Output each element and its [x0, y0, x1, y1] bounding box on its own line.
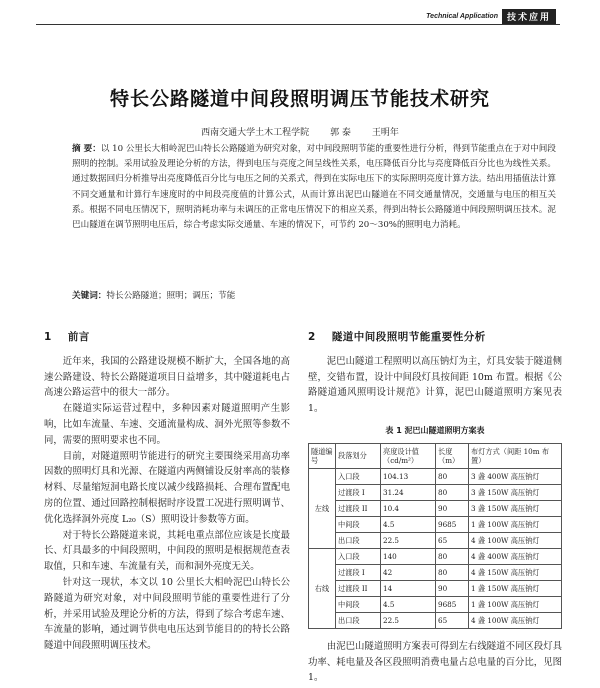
section-2-heading [308, 330, 562, 346]
table-row [309, 468, 562, 484]
table-cell: 90 [436, 580, 469, 596]
table-cell: 14 [381, 580, 436, 596]
paragraph: 目前，对隧道照明节能进行的研究主要围绕采用高功率因数的照明灯具和光源、在隧道内两侧铺设反射率高的装修材料、尽量缩短洞电路长度以减少线路损耗、合理布置配电房的位置、通过回路控制根据时序设置工况进行照明调节、优化选择洞外亮度 L₂₀（S）照明设计参数等方面。 [44, 450, 290, 525]
table-row [309, 500, 562, 516]
table-cell: 过渡段 I [336, 484, 381, 500]
table-row [309, 548, 562, 564]
table-cell: 22.5 [381, 612, 436, 628]
keywords-text: 特长公路隧道；照明；调压；节能 [106, 291, 236, 301]
section-1-title: 前言 [67, 331, 90, 343]
table-cell: 3 盏 150W 高压钠灯 [469, 484, 562, 500]
table-cell: 4 盏 100W 高压钠灯 [469, 612, 562, 628]
table-cell: 42 [381, 564, 436, 580]
table-cell: 4.5 [381, 516, 436, 532]
table-cell: 中间段 [336, 596, 381, 612]
table-cell: 3 盏 150W 高压钠灯 [469, 500, 562, 516]
table-row [309, 612, 562, 628]
journal-section-header [426, 9, 556, 24]
section-1-heading [44, 330, 290, 346]
author-2: 王明年 [371, 128, 399, 138]
table-row [309, 596, 562, 612]
paragraph: 由泥巴山隧道照明方案表可得到左右线隧道不同区段灯具功率、耗电量及各区段照明消费电量占总电量的百分比，见图 1。 [308, 640, 562, 684]
table-1-caption: 表 1 泥巴山隧道照明方案表 [385, 425, 485, 435]
abstract-text: 以 10 公里长大相岭泥巴山特长公路隧道为研究对象，对中间段照明节能的重要性进行分析，得到节能重点在于对中间段照明的控制。采用试验及理论分析的方法，得到电压与亮度之间呈线性关系，电压降低百分比与亮度降低百分比也为线性关系。通过数据回归分析推导出亮度降低百分比与电压之间的关系式，得到在实际电压下的实际照明亮度计算方法。结出用插值法计算不同交通量和计算行车速度时的中间段亮度值的计算公式，从而计算出泥巴山隧道在不同交通量情况，交通量与电压的相互关系。根据不同电压情况下，照明消耗功率与未调压的正常电压情况下的相应关系，得到出特长公路隧道中间段照明调压技术。泥巴山隧道在调节照明电压后，综合考虑实际交通量、车速的情况下，可节约 20～30%的照明电力消耗。 [72, 144, 556, 231]
table-cell: 80 [436, 548, 469, 564]
header-rule [36, 24, 560, 25]
table-cell: 过渡段 II [336, 580, 381, 596]
table-cell: 104.13 [381, 468, 436, 484]
keywords [72, 289, 556, 301]
lighting-scheme-table [308, 443, 562, 629]
table-cell: 22.5 [381, 532, 436, 548]
table-cell: 80 [436, 484, 469, 500]
table-cell: 140 [381, 548, 436, 564]
table-cell: 出口段 [336, 532, 381, 548]
header-cell: 段落划分 [336, 443, 381, 468]
table-row [309, 484, 562, 500]
table-header-row [309, 443, 562, 468]
table-cell: 中间段 [336, 516, 381, 532]
affiliation: 西南交通大学土木工程学院 [201, 128, 310, 138]
author-line [0, 125, 600, 138]
section-2-title: 隧道中间段照明节能重要性分析 [331, 331, 486, 343]
table-row [309, 532, 562, 548]
header-cell: 布灯方式（间距 10m 布置） [469, 443, 562, 468]
header-cell: 长度（m） [436, 443, 469, 468]
paragraph: 对于特长公路隧道来说，其耗电重点部位应该是长度最长、灯具最多的中间段照明，中间段的照明是根据规范查表取值，只和车速、车流量有关，而和洞外亮度无关。 [44, 529, 290, 573]
abstract [72, 142, 556, 233]
section-1-number: 1 [44, 331, 52, 343]
header-cell: 亮度设计值（cd/m²） [381, 443, 436, 468]
table-cell: 80 [436, 564, 469, 580]
table-cell: 65 [436, 532, 469, 548]
paragraph: 近年来，我国的公路建设规模不断扩大，全国各地的高速公路建设、特长公路隧道项目日益增多，其中隧道耗电占高速公路运营中的很大一部分。 [44, 355, 290, 399]
table-row [309, 516, 562, 532]
table-cell: 9685 [436, 596, 469, 612]
table-cell: 4 盏 100W 高压钠灯 [469, 532, 562, 548]
table-cell: 1 盏 100W 高压钠灯 [469, 596, 562, 612]
table-row [309, 580, 562, 596]
keywords-label: 关键词： [72, 291, 107, 301]
paragraph: 泥巴山隧道工程照明以高压钠灯为主，灯具安装于隧道侧壁，交错布置，设计中间段灯具按间距 10m 布置。根据《公路隧道通风照明设计规范》计算，泥巴山隧道照明方案见表 1。 [308, 355, 562, 415]
table-cell: 过渡段 I [336, 564, 381, 580]
table-cell: 4 盏 400W 高压钠灯 [469, 548, 562, 564]
header-cell: 隧道编号 [309, 443, 336, 468]
tunnel-side-left: 左线 [309, 468, 336, 548]
table-cell: 4 盏 150W 高压钠灯 [469, 564, 562, 580]
paper-title: 特长公路隧道中间段照明调压节能技术研究 [109, 88, 490, 110]
table-cell: 4.5 [381, 596, 436, 612]
table-cell: 入口段 [336, 468, 381, 484]
section-name-en: Technical Application [426, 13, 498, 20]
section-2-number: 2 [308, 331, 316, 343]
paragraph: 针对这一现状，本文以 10 公里长大相岭泥巴山特长公路隧道为研究对象，对中间段照明节能的重要性进行了分析，并采用试验及理论分析的方法，得到了综合考虑车速、车流量的影响，通过调节供电电压达到节能目的的特长公路隧道中间段照明调压技术。 [44, 576, 290, 652]
table-cell: 10.4 [381, 500, 436, 516]
right-column [308, 330, 562, 686]
table-cell: 出口段 [336, 612, 381, 628]
table-cell: 31.24 [381, 484, 436, 500]
table-cell: 65 [436, 612, 469, 628]
abstract-label: 摘 要： [72, 144, 101, 154]
table-cell: 9685 [436, 516, 469, 532]
table-cell: 80 [436, 468, 469, 484]
table-cell: 入口段 [336, 548, 381, 564]
author-1: 郭 泰 [330, 128, 351, 138]
table-cell: 1 盏 150W 高压钠灯 [469, 580, 562, 596]
tunnel-side-right: 右线 [309, 548, 336, 628]
table-cell: 90 [436, 500, 469, 516]
table-cell: 3 盏 400W 高压钠灯 [469, 468, 562, 484]
table-cell: 过渡段 II [336, 500, 381, 516]
left-column [44, 330, 290, 654]
section-name-cn: 技术应用 [502, 9, 556, 24]
table-row [309, 564, 562, 580]
paragraph: 在隧道实际运营过程中，多种因素对隧道照明产生影响，比如车流量、车速、交通流量构成、洞外光照等参数不同，需要的照明要求也不同。 [44, 403, 290, 446]
table-cell: 1 盏 100W 高压钠灯 [469, 516, 562, 532]
